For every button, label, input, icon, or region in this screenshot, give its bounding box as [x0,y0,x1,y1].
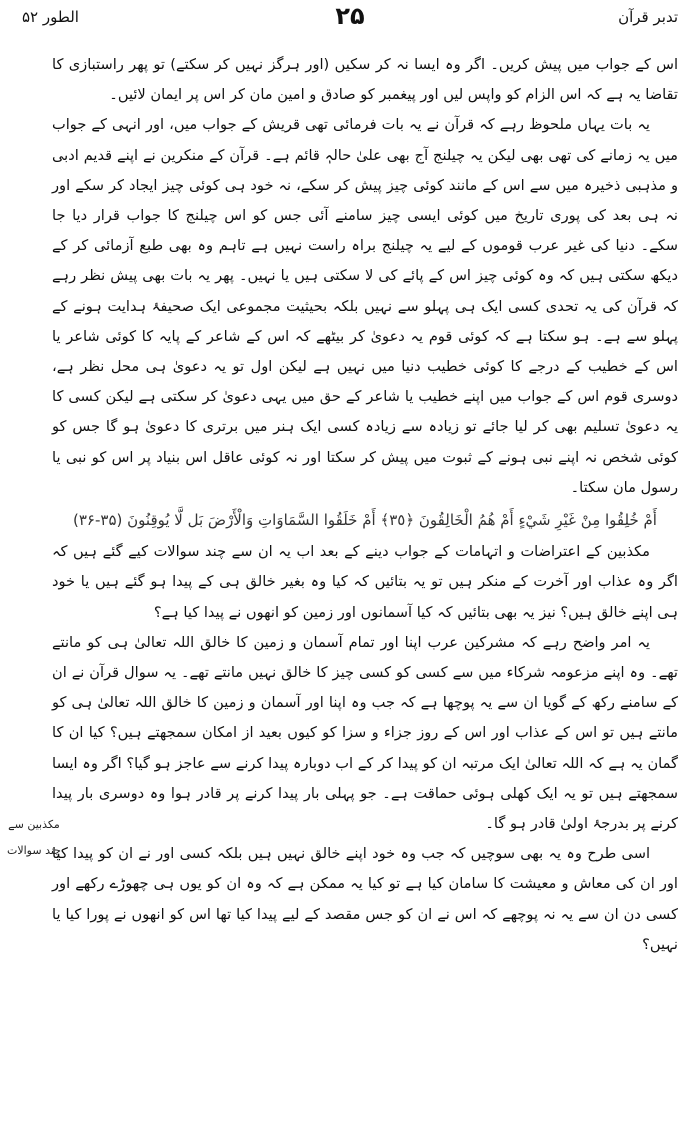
book-title: تدبر قرآن [618,8,678,26]
paragraph: یہ امر واضح رہے کہ مشرکین عرب اپنا اور تمام آسمان و زمین کا خالق اللہ تعالیٰ ہی کو مانتے تھے۔ وہ اپنے مزعومہ شرکاء میں سے کسی کو کسی چیز کا خالق نہیں مانتے تھے۔ یہ سوال قرآن نے ان کے سامنے رکھ کے گویا ان سے یہ پوچھا ہے کہ جب وہ اپنا اور آسمان و زمین کا خالق اللہ تعالیٰ ہی کو مانتے ہیں تو اس کے عذاب اور اس کے روز جزاء و سزا کو کیوں بعید از امکان سمجھتے ہیں؟ کیا ان کا گمان یہ ہے کہ اللہ تعالیٰ ایک مرتبہ ان کو پیدا کر کے اب دوبارہ پیدا کرنے سے عاجز ہو گیا؟ اگر وہ ایسا سمجھتے ہیں تو یہ ایک کھلی ہوئی حماقت ہے۔ جو پہلی بار پیدا کرنے پر قادر ہوا وہ دوسری بار پیدا کرنے پر بدرجۂ اولیٰ قادر ہو گا۔ [52,633,678,833]
commentary-text [52,50,678,960]
quran-verse: أَمْ خُلِقُوا مِنْ غَيْرِ شَيْءٍ أَمْ هُمُ الْخَالِقُونَ ﴿٣٥﴾ أَمْ خَلَقُوا السَّمَاوَاتِ وَالْأَرْضَ بَل لَّا يُوقِنُونَ (۳۵-۳۶) [73,511,657,530]
paragraph: اسی طرح وہ یہ بھی سوچیں کہ جب وہ خود اپنے خالق نہیں ہیں بلکہ کسی اور نے ان کو پیدا کیا اور ان کی معاش و معیشت کا سامان کیا ہے تو کیا یہ ممکن ہے کہ وہ ان کو یوں ہی چھوڑے رکھے اور کسی دن ان سے یہ نہ پوچھے کہ اس نے ان کو جس مقصد کے لیے پیدا کیا تھا اس کو انھوں نے پورا کیا یا نہیں؟ [52,845,678,953]
margin-note: مکذبین سے چند سوالات [7,818,61,857]
paragraph: اس کے جواب میں پیش کریں۔ اگر وہ ایسا نہ کر سکیں (اور ہرگز نہیں کر سکتے) تو پھر راستبازی کا تقاضا یہ ہے کہ اس الزام کو واپس لیں اور پیغمبر کو صادق و امین مان کر اس پر ایمان لائیں۔ [52,56,678,104]
surah-reference: الطور ۵۲ [22,8,79,26]
paragraph: یہ بات یہاں ملحوظ رہے کہ قرآن نے یہ بات فرمائی تھی قریش کے جواب میں، اور انہی کے جواب میں یہ زمانے کی تھی بھی لیکن یہ چیلنج آج بھی علیٰ حالہٖ قائم ہے۔ قرآن کے منکرین نے اپنے قدیم ادبی و مذہبی ذخیرہ میں سے اس کے مانند کوئی چیز پیش کر سکے، نہ خود ہی کوئی چیز ایجاد کر سکے اور نہ ہی بعد کی پوری تاریخ میں کوئی ایسی چیز سامنے آئی جس کو اس چیلنج کا جواب قرار دیا جا سکے۔ دنیا کی غیر عرب قوموں کے لیے یہ چیلنج براہ راست نہیں ہے تاہم وہ بھی طبع آزمائی کر کے دیکھ سکتی ہیں کہ وہ کوئی چیز اس کے پائے کی لا سکتی ہیں یا نہیں۔ پھر یہ بات بھی پیش نظر رہے کہ قرآن کی یہ تحدی کسی ایک ہی پہلو سے نہیں بلکہ بحیثیت مجموعی ایک صحیفۂ ہدایت ہونے کے پہلو سے ہے۔ ہو سکتا ہے کہ کوئی قوم یہ دعویٰ کر بیٹھے کہ اس کے شاعر کے پایہ کا کوئی شاعر یا اس کے خطیب کے درجے کا کوئی خطیب دنیا میں نہیں ہے لیکن اول تو یہ دعویٰ ہی محل نظر ہے، دوسری قوم اس کے جواب میں اپنے خطیب یا شاعر کے حق میں یہی دعویٰ کر سکتی ہے لیکن کسی کا یہ دعویٰ تسلیم بھی کر لیا جائے تو زیادہ سے زیادہ کسی ایک ہنر میں برتری کا دعویٰ ہو گا جس کو کوئی شخص نہ اپنے نبی ہونے کے ثبوت میں پیش کر سکتا اور نہ کوئی عاقل اس بنیاد پر اس کو نبی یا رسول مان سکتا۔ [52,116,678,496]
page-number: ۲۵ [335,2,365,30]
paragraph: مکذبین کے اعتراضات و اتہامات کے جواب دینے کے بعد اب یہ ان سے چند سوالات کیے گئے ہیں کہ اگر وہ عذاب اور آخرت کے منکر ہیں تو یہ بتائیں کہ کیا وہ بغیر خالق ہی کے پیدا ہو گئے ہیں یا خود ہی اپنے خالق ہیں؟ نیز یہ بھی بتائیں کہ کیا آسمانوں اور زمین کو انھوں نے پیدا کیا ہے؟ [52,543,678,621]
